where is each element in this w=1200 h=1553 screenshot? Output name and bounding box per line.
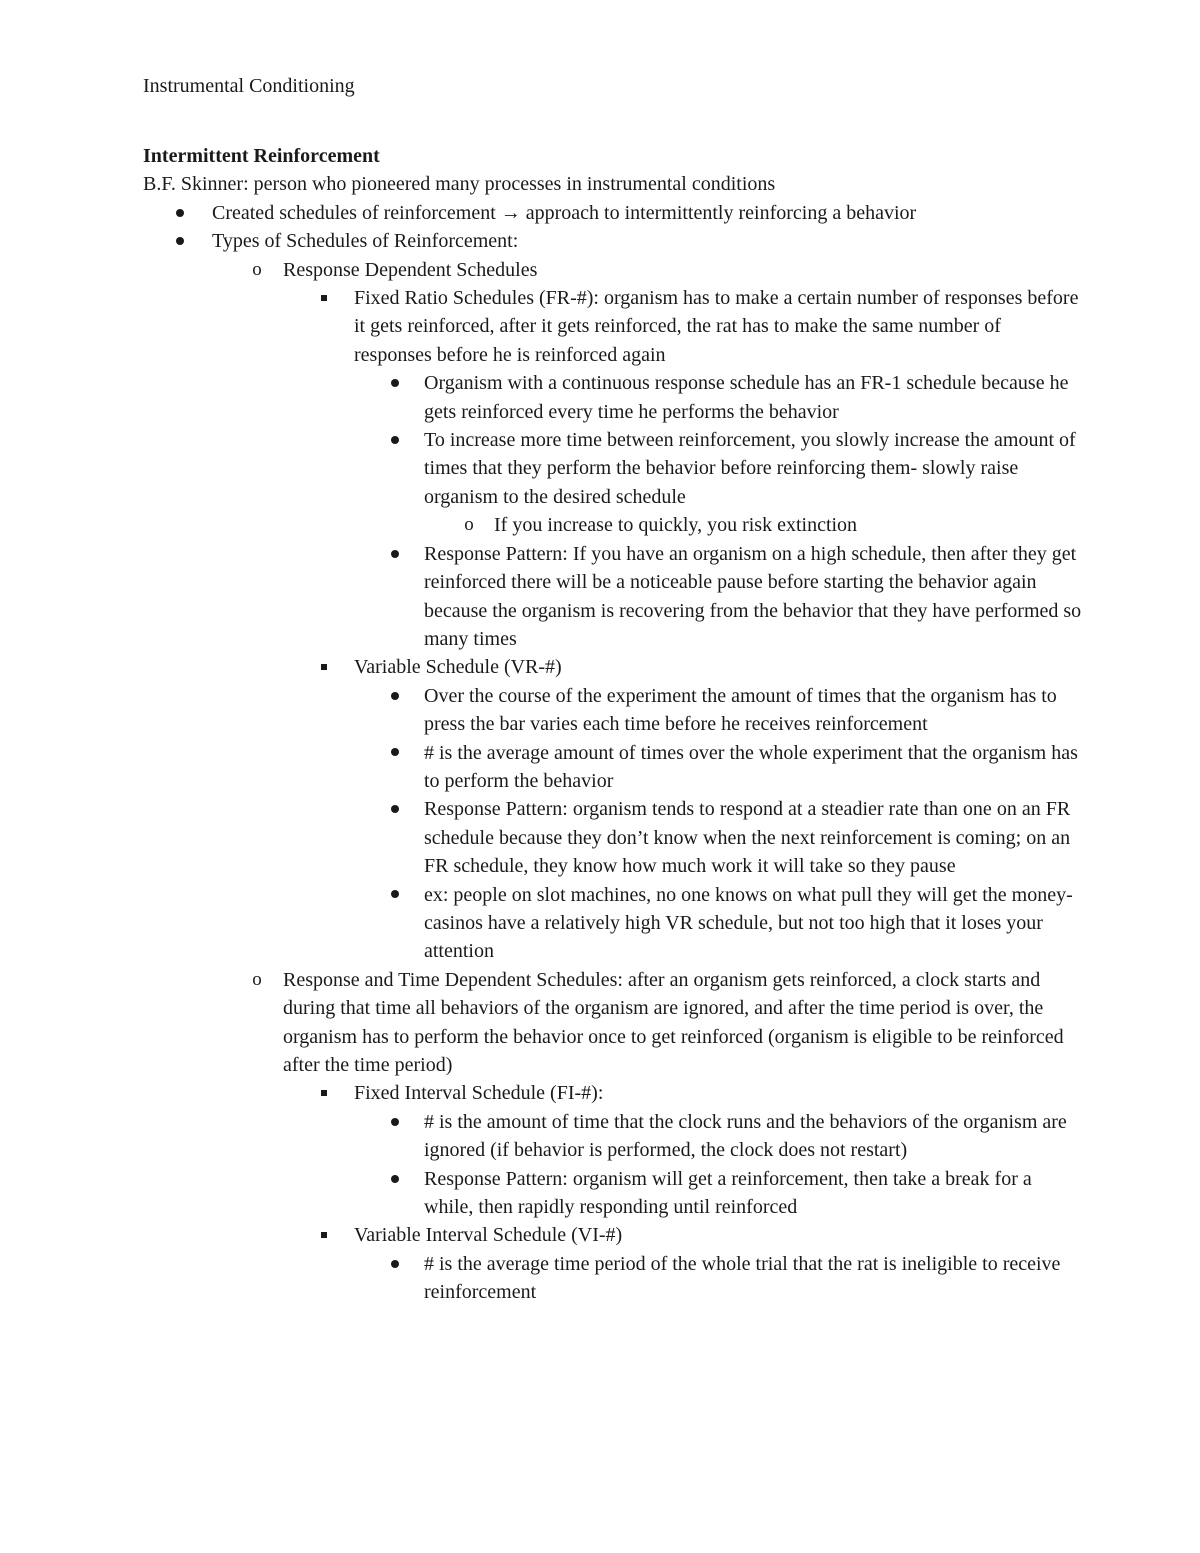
list-item-text: Types of Schedules of Reinforcement:: [212, 230, 519, 253]
square-bullet-icon: [314, 1079, 334, 1107]
list-item-variable-interval: [143, 1221, 1083, 1306]
bullet-list-level-4: [143, 682, 1083, 966]
bullet-list-level-4: [143, 1108, 1083, 1222]
list-item: [143, 739, 1083, 796]
intro-line: B.F. Skinner: person who pioneered many processes in instrumental conditions: [143, 173, 776, 196]
list-item: [143, 1108, 1083, 1165]
list-item-text: Over the course of the experiment the amount of times that the organism has to press the bar varies each time before he receives reinforcement: [424, 684, 1057, 736]
document-title: Instrumental Conditioning: [143, 75, 355, 97]
list-item-response-dependent: [143, 256, 1083, 966]
section-heading: Intermittent Reinforcement: [143, 145, 380, 167]
list-item-text: Fixed Interval Schedule (FI-#):: [354, 1082, 604, 1105]
list-item: [143, 540, 1083, 654]
bullet-dot-icon: [170, 199, 190, 227]
list-item-text: Variable Schedule (VR-#): [354, 656, 562, 679]
list-item-text: Response Pattern: organism will get a reinforcement, then take a break for a while, then rapidly responding until reinforced: [424, 1167, 1032, 1219]
list-item-text: Response and Time Dependent Schedules: after an organism gets reinforced, a clock starts and during that time all behaviors of the organism are ignored, and after the time period is over, the organism has to perform the behavior once to get reinforced (organism is eligible to be reinforced after the time period): [283, 968, 1064, 1076]
bullet-dot-icon: [385, 682, 405, 710]
list-item: [143, 795, 1083, 880]
bullet-list-level-3: [143, 284, 1083, 966]
bullet-dot-icon: [385, 739, 405, 767]
list-item: [143, 199, 1083, 227]
list-item-text: Created schedules of reinforcement → approach to intermittently reinforcing a behavior: [212, 201, 917, 224]
list-item-text: Response Pattern: If you have an organism on a high schedule, then after they get reinforced there will be a noticeable pause before starting the behavior again because the organism is recovering from the behavior that they have performed so many times: [424, 542, 1082, 650]
list-item-response-time-dependent: [143, 966, 1083, 1307]
bullet-list-level-1: [143, 199, 1083, 1307]
list-item-text: # is the amount of time that the clock runs and the behaviors of the organism are ignored (if behavior is performed, the clock does not restart): [424, 1110, 1067, 1162]
list-item: [143, 426, 1083, 540]
circle-bullet-icon: o: [252, 968, 262, 990]
bullet-dot-icon: [385, 540, 405, 568]
bullet-dot-icon: [170, 227, 190, 255]
list-item-text: If you increase to quickly, you risk extinction: [494, 514, 858, 537]
bullet-dot-icon: [385, 369, 405, 397]
bullet-dot-icon: [385, 881, 405, 909]
bullet-dot-icon: [385, 1108, 405, 1136]
list-item-variable-ratio: [143, 653, 1083, 965]
list-item-text: Response Pattern: organism tends to respond at a steadier rate than one on an FR schedule because they don’t know when the next reinforcement is coming; on an FR schedule, they know how much work it will take so they pause: [424, 798, 1071, 878]
bullet-list-level-2: [143, 256, 1083, 1307]
list-item: [143, 511, 1083, 539]
list-item-text: Fixed Ratio Schedules (FR-#): organism has to make a certain number of responses before it gets reinforced, after it gets reinforced, the rat has to make the same number of responses before he is reinforced again: [354, 287, 1079, 366]
list-item: [143, 682, 1083, 739]
bullet-dot-icon: [385, 1165, 405, 1193]
list-item-fixed-ratio: [143, 284, 1083, 653]
bullet-dot-icon: [385, 795, 405, 823]
list-item: [143, 1165, 1083, 1222]
circle-bullet-icon: o: [464, 514, 474, 536]
bullet-list-level-3: [143, 1079, 1083, 1306]
circle-bullet-icon: o: [252, 258, 262, 280]
bullet-list-level-4: [143, 369, 1083, 653]
bullet-list-level-5: [143, 511, 1083, 539]
list-item-text: To increase more time between reinforcement, you slowly increase the amount of times that they perform the behavior before reinforcing them- slowly raise organism to the desired schedule: [424, 429, 1076, 508]
bullet-list-level-4: [143, 1250, 1083, 1307]
bullet-dot-icon: [385, 1250, 405, 1278]
list-item-fixed-interval: [143, 1079, 1083, 1221]
list-item-text: Variable Interval Schedule (VI-#): [354, 1224, 623, 1247]
bullet-dot-icon: [385, 426, 405, 454]
list-item: [143, 369, 1083, 426]
list-item-text: # is the average time period of the whole trial that the rat is ineligible to receive reinforcement: [424, 1252, 1061, 1304]
square-bullet-icon: [314, 284, 334, 312]
square-bullet-icon: [314, 653, 334, 681]
square-bullet-icon: [314, 1221, 334, 1249]
list-item-text: ex: people on slot machines, no one knows on what pull they will get the money- casinos have a relatively high VR schedule, but not too high that it loses your attention: [424, 883, 1073, 963]
list-item-text: Response Dependent Schedules: [283, 258, 538, 281]
list-item: [143, 1250, 1083, 1307]
list-item: [143, 881, 1083, 966]
list-item-text: Organism with a continuous response schedule has an FR-1 schedule because he gets reinforced every time he performs the behavior: [424, 372, 1069, 423]
list-item-text: # is the average amount of times over the whole experiment that the organism has to perform the behavior: [424, 741, 1078, 792]
section-intermittent-reinforcement: [143, 142, 1083, 1307]
list-item: [143, 227, 1083, 1306]
